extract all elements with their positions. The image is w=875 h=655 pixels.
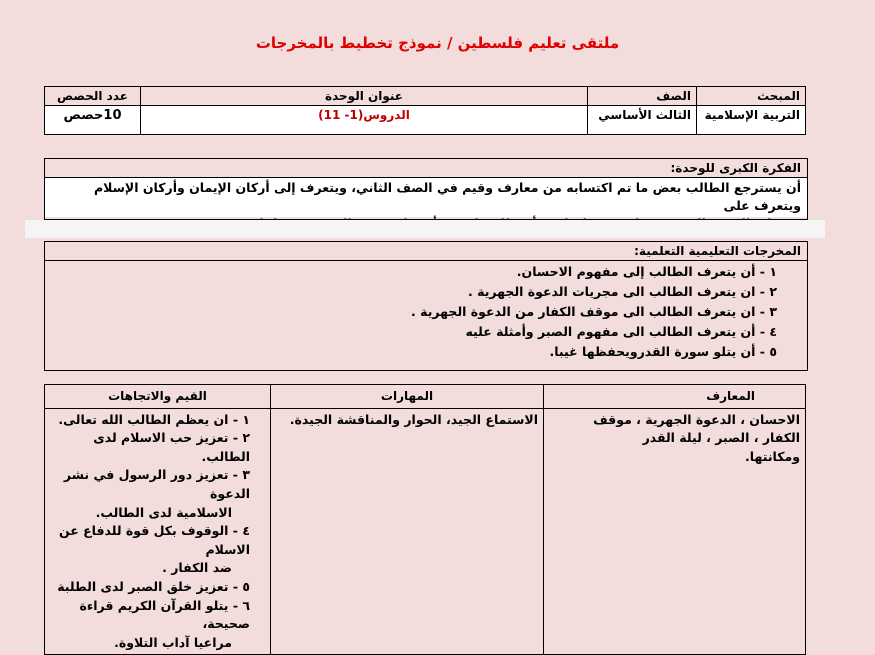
unit-title-header: عنوان الوحدة [141,87,588,106]
values-header: القيم والاتجاهات [45,385,271,409]
skills-header: المهارات [271,385,544,409]
knowledge-line: الاحسان ، الدعوة الجهرية ، موقف [593,411,800,427]
skills-text: الاستماع الجيد، الحوار والمناقشة الجيدة. [289,411,538,427]
values-line: ١ - ان يعظم الطالب الله تعالى. [58,411,250,427]
values-line: مراعيا آداب التلاوة. [114,634,232,650]
values-line: ٦ - يتلو القرآن الكريم قراءة صحيحة، [79,597,250,632]
values-line: ٤ - الوقوف بكل قوة للدفاع عن الاسلام [58,523,250,557]
outcome-item: ٥ - أن يتلو سورة القدرويحفظها غيبا. [549,344,777,359]
knowledge-line: ومكانتها. [745,448,800,464]
values-cell [45,408,271,655]
grade-value: الثالث الأساسي [588,106,697,135]
subject-header: المبحث [697,87,806,106]
knowledge-skills-values-table [44,384,806,655]
knowledge-line: الكفار ، الصبر ، ليلة القدر [642,430,800,446]
outcome-item: ٤ - أن يتعرف الطالب الى مفهوم الصبر وأمثلة عليه [465,324,777,339]
outcome-item: ١ - أن يتعرف الطالب إلى مفهوم الاحسان. [516,264,777,279]
page-title: ملتقى تعليم فلسطين / نموذج تخطيط بالمخرجات [255,34,620,52]
info-table [44,86,806,135]
periods-header: عدد الحصص [45,87,141,106]
knowledge-header: المعارف [544,385,806,409]
outcome-item: ٢ - ان يتعرف الطالب الى مجريات الدعوة الجهرية . [468,284,777,299]
outcomes-box [44,241,808,371]
values-line: ٥ - تعزيز خلق الصبر لدى الطلبة [57,578,250,594]
big-idea-heading: الفكرة الكبرى للوحدة: [45,159,807,178]
grade-header: الصف [588,87,697,106]
skills-cell [271,408,544,655]
big-idea-box [44,158,808,220]
values-line: ٣ - تعزيز دور الرسول في نشر الدعوة [63,467,250,501]
values-line: ٢ - تعزيز حب الاسلام لدى الطالب. [93,430,250,464]
separator-strip [25,220,825,238]
outcomes-heading: المخرجات التعليمية التعلمية: [45,242,807,261]
big-idea-line-1: أن يسترجع الطالب بعض ما تم اكتسابه من معارف وقيم في الصف الثاني، ويتعرف إلى أركان الإيمان وأركان الإسلام ويتعرف على [93,180,801,213]
values-line: ضد الكفار . [162,560,232,576]
knowledge-cell [544,408,806,655]
periods-value: 10حصص [45,106,141,135]
unit-title-value: الدروس(1- 11) [141,106,588,135]
outcome-item: ٣ - ان يتعرف الطالب الى موقف الكفار من الدعوة الجهرية . [411,304,777,319]
values-line: الاسلامية لدى الطالب. [95,504,232,520]
subject-value: التربية الإسلامية [697,106,806,135]
